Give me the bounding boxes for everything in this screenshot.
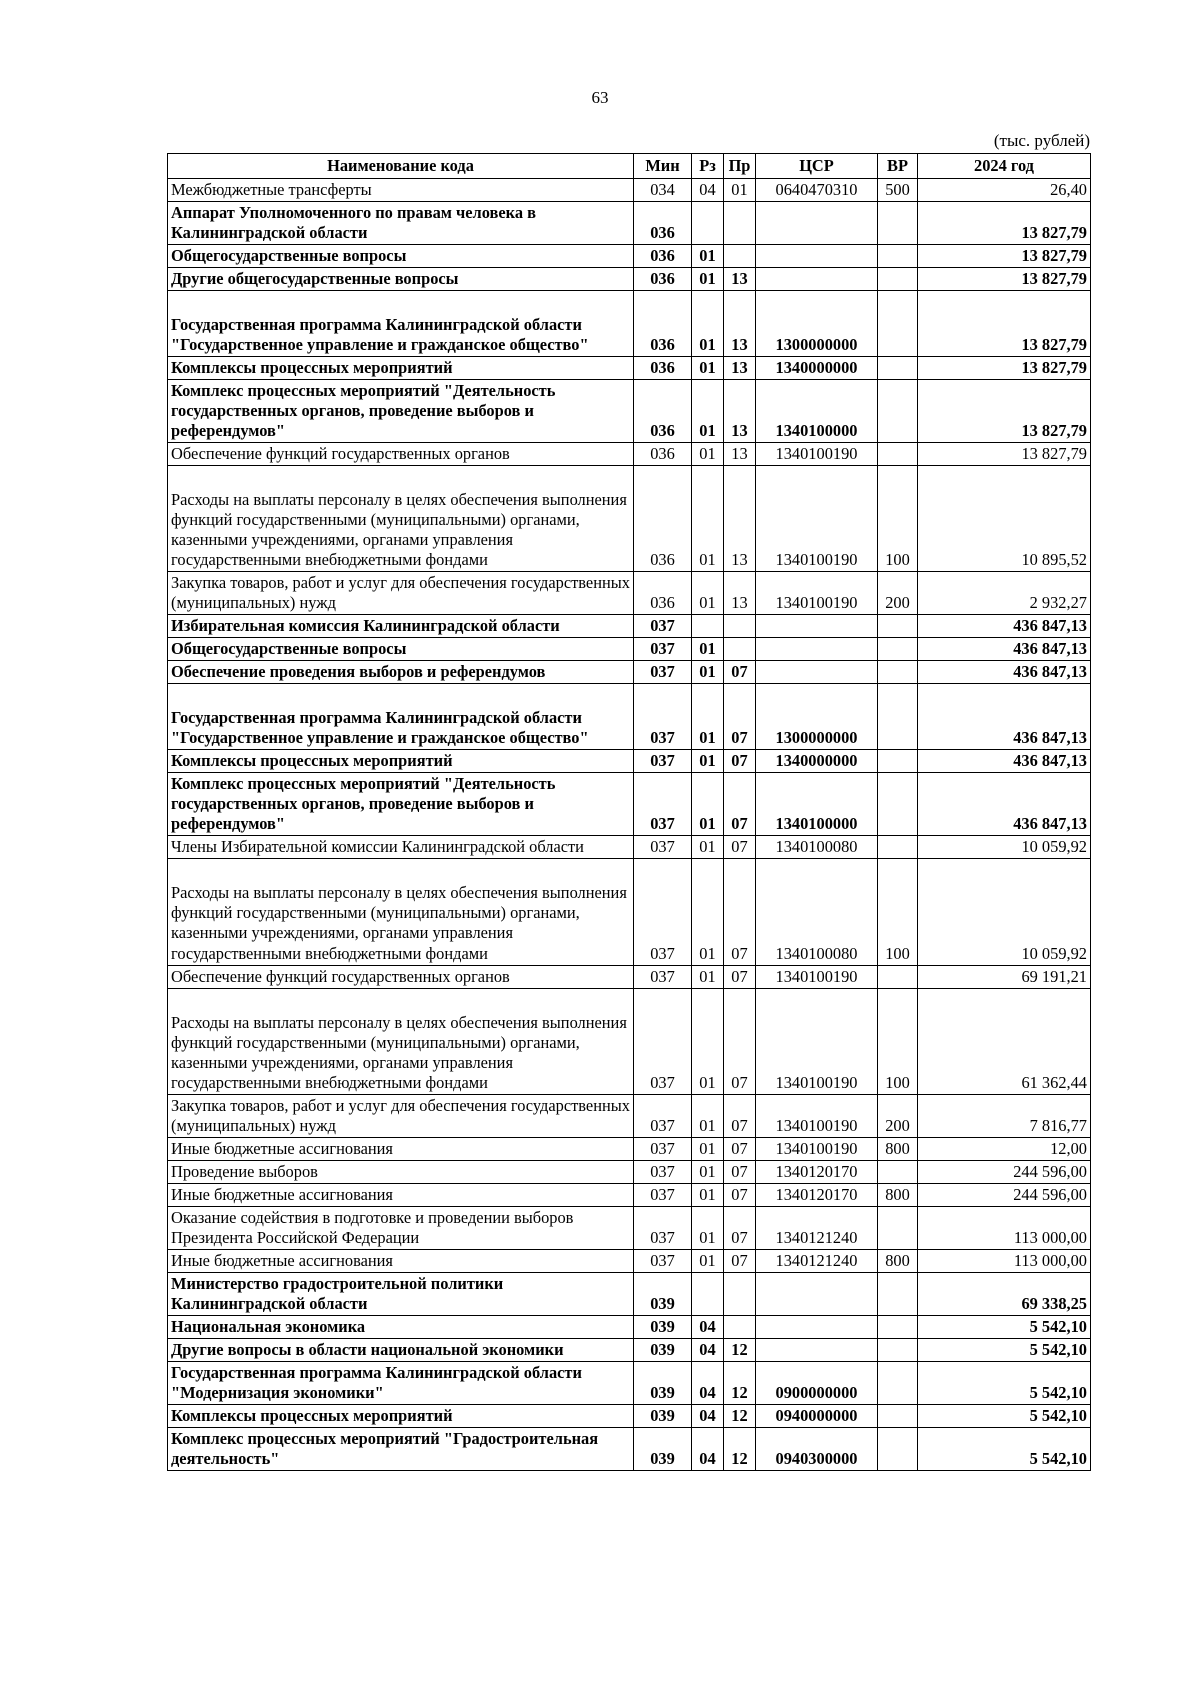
cell-vr <box>878 1206 918 1249</box>
cell-csr <box>756 1315 878 1338</box>
cell-pr: 07 <box>724 988 756 1094</box>
cell-pr <box>724 245 756 268</box>
cell-rz: 04 <box>692 1338 724 1361</box>
cell-csr: 1340120170 <box>756 1160 878 1183</box>
table-row <box>168 836 1091 859</box>
table-row <box>168 572 1091 615</box>
cell-csr: 0940000000 <box>756 1404 878 1427</box>
cell-csr: 0940300000 <box>756 1427 878 1470</box>
cell-vr <box>878 1160 918 1183</box>
cell-vr <box>878 1404 918 1427</box>
cell-vr <box>878 965 918 988</box>
header-name: Наименование кода <box>168 154 634 179</box>
table-row <box>168 1249 1091 1272</box>
cell-amount: 13 827,79 <box>918 357 1091 380</box>
cell-name: Иные бюджетные ассигнования <box>168 1137 634 1160</box>
cell-min: 037 <box>634 638 692 661</box>
cell-rz: 01 <box>692 859 724 965</box>
table-row <box>168 1272 1091 1315</box>
cell-name: Расходы на выплаты персоналу в целях обеспечения выполнения функций государственными (муниципальными) органами, казенными учреждениями, органами управления государственными внебюджетными фондами <box>168 988 634 1094</box>
cell-pr: 07 <box>724 750 756 773</box>
header-amount: 2024 год <box>918 154 1091 179</box>
cell-name: Общегосударственные вопросы <box>168 245 634 268</box>
cell-pr: 07 <box>724 1137 756 1160</box>
cell-rz: 01 <box>692 684 724 750</box>
table-row <box>168 380 1091 443</box>
cell-csr: 1300000000 <box>756 291 878 357</box>
cell-vr <box>878 245 918 268</box>
cell-min: 036 <box>634 357 692 380</box>
cell-vr <box>878 750 918 773</box>
table-row <box>168 245 1091 268</box>
table-row <box>168 202 1091 245</box>
cell-csr <box>756 245 878 268</box>
cell-min: 037 <box>634 1249 692 1272</box>
cell-pr: 07 <box>724 1094 756 1137</box>
cell-name: Комплексы процессных мероприятий <box>168 357 634 380</box>
cell-name: Иные бюджетные ассигнования <box>168 1249 634 1272</box>
cell-csr: 1340100000 <box>756 380 878 443</box>
cell-vr <box>878 291 918 357</box>
cell-pr: 07 <box>724 1206 756 1249</box>
cell-pr: 13 <box>724 357 756 380</box>
table-row <box>168 965 1091 988</box>
cell-min: 034 <box>634 179 692 202</box>
cell-min: 037 <box>634 1206 692 1249</box>
cell-pr: 01 <box>724 179 756 202</box>
cell-pr: 12 <box>724 1338 756 1361</box>
cell-min: 037 <box>634 988 692 1094</box>
cell-rz: 04 <box>692 179 724 202</box>
cell-amount: 436 847,13 <box>918 773 1091 836</box>
cell-vr: 100 <box>878 988 918 1094</box>
cell-amount: 69 338,25 <box>918 1272 1091 1315</box>
cell-csr: 1340120170 <box>756 1183 878 1206</box>
cell-vr <box>878 1361 918 1404</box>
cell-vr <box>878 1338 918 1361</box>
cell-amount: 2 932,27 <box>918 572 1091 615</box>
cell-pr <box>724 202 756 245</box>
cell-vr: 100 <box>878 859 918 965</box>
cell-name: Межбюджетные трансферты <box>168 179 634 202</box>
cell-rz: 01 <box>692 750 724 773</box>
table-row <box>168 1206 1091 1249</box>
cell-amount: 436 847,13 <box>918 638 1091 661</box>
cell-amount: 113 000,00 <box>918 1249 1091 1272</box>
cell-rz: 01 <box>692 988 724 1094</box>
cell-rz: 01 <box>692 380 724 443</box>
cell-csr: 1340121240 <box>756 1249 878 1272</box>
cell-csr: 1340100190 <box>756 1137 878 1160</box>
cell-csr <box>756 615 878 638</box>
cell-name: Избирательная комиссия Калининградской области <box>168 615 634 638</box>
cell-name: Обеспечение функций государственных органов <box>168 965 634 988</box>
cell-pr: 07 <box>724 859 756 965</box>
cell-csr <box>756 638 878 661</box>
cell-rz: 01 <box>692 1206 724 1249</box>
cell-vr <box>878 357 918 380</box>
table-row <box>168 1094 1091 1137</box>
cell-min: 039 <box>634 1338 692 1361</box>
cell-amount: 5 542,10 <box>918 1404 1091 1427</box>
cell-pr: 07 <box>724 773 756 836</box>
budget-table <box>167 153 1091 1471</box>
cell-min: 037 <box>634 1094 692 1137</box>
cell-rz: 04 <box>692 1427 724 1470</box>
table-row <box>168 268 1091 291</box>
cell-min: 037 <box>634 859 692 965</box>
cell-amount: 10 059,92 <box>918 836 1091 859</box>
cell-csr: 1340100190 <box>756 965 878 988</box>
cell-vr <box>878 380 918 443</box>
cell-amount: 244 596,00 <box>918 1160 1091 1183</box>
cell-vr: 100 <box>878 466 918 572</box>
table-row <box>168 988 1091 1094</box>
table-row <box>168 291 1091 357</box>
cell-pr <box>724 1272 756 1315</box>
cell-min: 037 <box>634 615 692 638</box>
cell-csr: 1340000000 <box>756 750 878 773</box>
cell-pr: 12 <box>724 1404 756 1427</box>
cell-pr: 07 <box>724 965 756 988</box>
cell-amount: 12,00 <box>918 1137 1091 1160</box>
cell-min: 039 <box>634 1427 692 1470</box>
cell-min: 036 <box>634 572 692 615</box>
cell-rz: 01 <box>692 1094 724 1137</box>
cell-name: Проведение выборов <box>168 1160 634 1183</box>
table-row <box>168 466 1091 572</box>
cell-rz: 01 <box>692 466 724 572</box>
cell-amount: 10 895,52 <box>918 466 1091 572</box>
cell-amount: 436 847,13 <box>918 750 1091 773</box>
header-vr: ВР <box>878 154 918 179</box>
cell-name: Оказание содействия в подготовке и проведении выборов Президента Российской Федерации <box>168 1206 634 1249</box>
cell-rz: 01 <box>692 245 724 268</box>
table-row <box>168 1183 1091 1206</box>
cell-csr: 1340100080 <box>756 859 878 965</box>
cell-pr: 12 <box>724 1361 756 1404</box>
table-row <box>168 179 1091 202</box>
cell-vr <box>878 684 918 750</box>
cell-min: 037 <box>634 1137 692 1160</box>
cell-amount: 5 542,10 <box>918 1338 1091 1361</box>
cell-csr <box>756 1272 878 1315</box>
cell-name: Расходы на выплаты персоналу в целях обеспечения выполнения функций государственными (муниципальными) органами, казенными учреждениями, органами управления государственными внебюджетными фондами <box>168 466 634 572</box>
cell-pr: 07 <box>724 661 756 684</box>
table-row <box>168 1427 1091 1470</box>
table-row <box>168 1361 1091 1404</box>
cell-rz: 01 <box>692 836 724 859</box>
cell-name: Обеспечение функций государственных органов <box>168 443 634 466</box>
cell-pr: 07 <box>724 684 756 750</box>
table-row <box>168 1338 1091 1361</box>
cell-min: 037 <box>634 836 692 859</box>
cell-min: 039 <box>634 1315 692 1338</box>
table-row <box>168 1137 1091 1160</box>
cell-vr <box>878 1272 918 1315</box>
cell-min: 036 <box>634 291 692 357</box>
cell-min: 037 <box>634 684 692 750</box>
cell-csr: 1340100190 <box>756 572 878 615</box>
cell-name: Члены Избирательной комиссии Калининградской области <box>168 836 634 859</box>
cell-vr <box>878 202 918 245</box>
cell-rz: 01 <box>692 661 724 684</box>
cell-rz: 01 <box>692 443 724 466</box>
cell-pr: 13 <box>724 466 756 572</box>
cell-min: 037 <box>634 750 692 773</box>
cell-pr: 13 <box>724 572 756 615</box>
cell-csr: 0900000000 <box>756 1361 878 1404</box>
cell-amount: 436 847,13 <box>918 684 1091 750</box>
cell-vr: 200 <box>878 1094 918 1137</box>
cell-csr: 1340121240 <box>756 1206 878 1249</box>
cell-pr <box>724 638 756 661</box>
cell-min: 037 <box>634 1160 692 1183</box>
cell-csr: 1340000000 <box>756 357 878 380</box>
header-rz: Рз <box>692 154 724 179</box>
cell-min: 037 <box>634 661 692 684</box>
units-label: (тыс. рублей) <box>993 131 1090 150</box>
cell-csr <box>756 202 878 245</box>
cell-csr <box>756 268 878 291</box>
cell-min: 036 <box>634 202 692 245</box>
cell-rz: 01 <box>692 268 724 291</box>
cell-amount: 61 362,44 <box>918 988 1091 1094</box>
cell-pr <box>724 615 756 638</box>
cell-csr: 1340100190 <box>756 443 878 466</box>
header-csr: ЦСР <box>756 154 878 179</box>
cell-pr: 07 <box>724 1160 756 1183</box>
cell-amount: 13 827,79 <box>918 380 1091 443</box>
table-row <box>168 773 1091 836</box>
cell-amount: 7 816,77 <box>918 1094 1091 1137</box>
cell-name: Закупка товаров, работ и услуг для обеспечения государственных (муниципальных) нужд <box>168 572 634 615</box>
cell-rz: 04 <box>692 1404 724 1427</box>
cell-vr <box>878 638 918 661</box>
cell-vr <box>878 1315 918 1338</box>
table-row <box>168 661 1091 684</box>
cell-csr: 0640470310 <box>756 179 878 202</box>
cell-name: Общегосударственные вопросы <box>168 638 634 661</box>
cell-name: Обеспечение проведения выборов и референдумов <box>168 661 634 684</box>
cell-amount: 5 542,10 <box>918 1315 1091 1338</box>
cell-min: 036 <box>634 380 692 443</box>
cell-name: Другие вопросы в области национальной экономики <box>168 1338 634 1361</box>
cell-vr: 200 <box>878 572 918 615</box>
cell-rz: 01 <box>692 572 724 615</box>
table-row <box>168 1404 1091 1427</box>
cell-amount: 5 542,10 <box>918 1361 1091 1404</box>
table-row <box>168 615 1091 638</box>
cell-min: 039 <box>634 1361 692 1404</box>
cell-vr <box>878 615 918 638</box>
cell-min: 036 <box>634 466 692 572</box>
table-row <box>168 750 1091 773</box>
cell-min: 036 <box>634 443 692 466</box>
cell-vr <box>878 661 918 684</box>
cell-name: Комплексы процессных мероприятий <box>168 1404 634 1427</box>
table-row <box>168 859 1091 965</box>
cell-name: Комплекс процессных мероприятий "Деятельность государственных органов, проведение выборов и референдумов" <box>168 380 634 443</box>
cell-name: Иные бюджетные ассигнования <box>168 1183 634 1206</box>
cell-csr: 1340100080 <box>756 836 878 859</box>
cell-min: 036 <box>634 268 692 291</box>
cell-rz: 04 <box>692 1315 724 1338</box>
cell-pr: 13 <box>724 380 756 443</box>
cell-rz: 01 <box>692 965 724 988</box>
cell-rz <box>692 615 724 638</box>
table-row <box>168 357 1091 380</box>
cell-rz: 01 <box>692 638 724 661</box>
cell-rz: 01 <box>692 1137 724 1160</box>
cell-amount: 13 827,79 <box>918 268 1091 291</box>
cell-csr: 1340100190 <box>756 1094 878 1137</box>
cell-amount: 436 847,13 <box>918 661 1091 684</box>
cell-rz <box>692 202 724 245</box>
cell-min: 037 <box>634 1183 692 1206</box>
cell-name: Комплекс процессных мероприятий "Деятельность государственных органов, проведение выборов и референдумов" <box>168 773 634 836</box>
cell-min: 036 <box>634 245 692 268</box>
cell-rz <box>692 1272 724 1315</box>
cell-min: 037 <box>634 773 692 836</box>
cell-pr <box>724 1315 756 1338</box>
table-body <box>168 179 1091 1471</box>
cell-rz: 01 <box>692 1249 724 1272</box>
cell-amount: 5 542,10 <box>918 1427 1091 1470</box>
cell-rz: 01 <box>692 773 724 836</box>
table-row <box>168 443 1091 466</box>
cell-pr: 12 <box>724 1427 756 1470</box>
cell-rz: 01 <box>692 357 724 380</box>
cell-amount: 436 847,13 <box>918 615 1091 638</box>
cell-vr <box>878 443 918 466</box>
cell-pr: 07 <box>724 836 756 859</box>
cell-min: 039 <box>634 1272 692 1315</box>
cell-name: Комплексы процессных мероприятий <box>168 750 634 773</box>
cell-name: Государственная программа Калининградской области "Государственное управление и гражданское общество" <box>168 684 634 750</box>
cell-vr: 800 <box>878 1183 918 1206</box>
cell-amount: 113 000,00 <box>918 1206 1091 1249</box>
cell-csr: 1300000000 <box>756 684 878 750</box>
cell-amount: 244 596,00 <box>918 1183 1091 1206</box>
cell-pr: 13 <box>724 268 756 291</box>
header-pr: Пр <box>724 154 756 179</box>
cell-name: Другие общегосударственные вопросы <box>168 268 634 291</box>
header-min: Мин <box>634 154 692 179</box>
cell-rz: 01 <box>692 291 724 357</box>
cell-csr: 1340100190 <box>756 466 878 572</box>
cell-pr: 13 <box>724 443 756 466</box>
cell-vr <box>878 773 918 836</box>
table-row <box>168 638 1091 661</box>
cell-amount: 10 059,92 <box>918 859 1091 965</box>
cell-name: Национальная экономика <box>168 1315 634 1338</box>
cell-name: Закупка товаров, работ и услуг для обеспечения государственных (муниципальных) нужд <box>168 1094 634 1137</box>
cell-amount: 13 827,79 <box>918 202 1091 245</box>
cell-amount: 13 827,79 <box>918 443 1091 466</box>
cell-min: 039 <box>634 1404 692 1427</box>
cell-pr: 07 <box>724 1249 756 1272</box>
table-row <box>168 1160 1091 1183</box>
cell-vr: 500 <box>878 179 918 202</box>
cell-vr: 800 <box>878 1137 918 1160</box>
cell-name: Комплекс процессных мероприятий "Градостроительная деятельность" <box>168 1427 634 1470</box>
table-row <box>168 684 1091 750</box>
cell-name: Аппарат Уполномоченного по правам человека в Калининградской области <box>168 202 634 245</box>
cell-vr <box>878 836 918 859</box>
page-number: 63 <box>591 88 609 107</box>
cell-rz: 04 <box>692 1361 724 1404</box>
cell-amount: 26,40 <box>918 179 1091 202</box>
cell-csr <box>756 1338 878 1361</box>
cell-vr <box>878 268 918 291</box>
cell-csr: 1340100000 <box>756 773 878 836</box>
cell-name: Министерство градостроительной политики Калининградской области <box>168 1272 634 1315</box>
cell-amount: 13 827,79 <box>918 245 1091 268</box>
cell-csr: 1340100190 <box>756 988 878 1094</box>
cell-csr <box>756 661 878 684</box>
table-header-row <box>168 154 1091 179</box>
cell-name: Государственная программа Калининградской области "Модернизация экономики" <box>168 1361 634 1404</box>
cell-pr: 13 <box>724 291 756 357</box>
cell-vr: 800 <box>878 1249 918 1272</box>
cell-pr: 07 <box>724 1183 756 1206</box>
cell-amount: 13 827,79 <box>918 291 1091 357</box>
cell-rz: 01 <box>692 1160 724 1183</box>
cell-vr <box>878 1427 918 1470</box>
cell-amount: 69 191,21 <box>918 965 1091 988</box>
cell-name: Государственная программа Калининградской области "Государственное управление и гражданское общество" <box>168 291 634 357</box>
cell-min: 037 <box>634 965 692 988</box>
table-row <box>168 1315 1091 1338</box>
cell-rz: 01 <box>692 1183 724 1206</box>
cell-name: Расходы на выплаты персоналу в целях обеспечения выполнения функций государственными (муниципальными) органами, казенными учреждениями, органами управления государственными внебюджетными фондами <box>168 859 634 965</box>
